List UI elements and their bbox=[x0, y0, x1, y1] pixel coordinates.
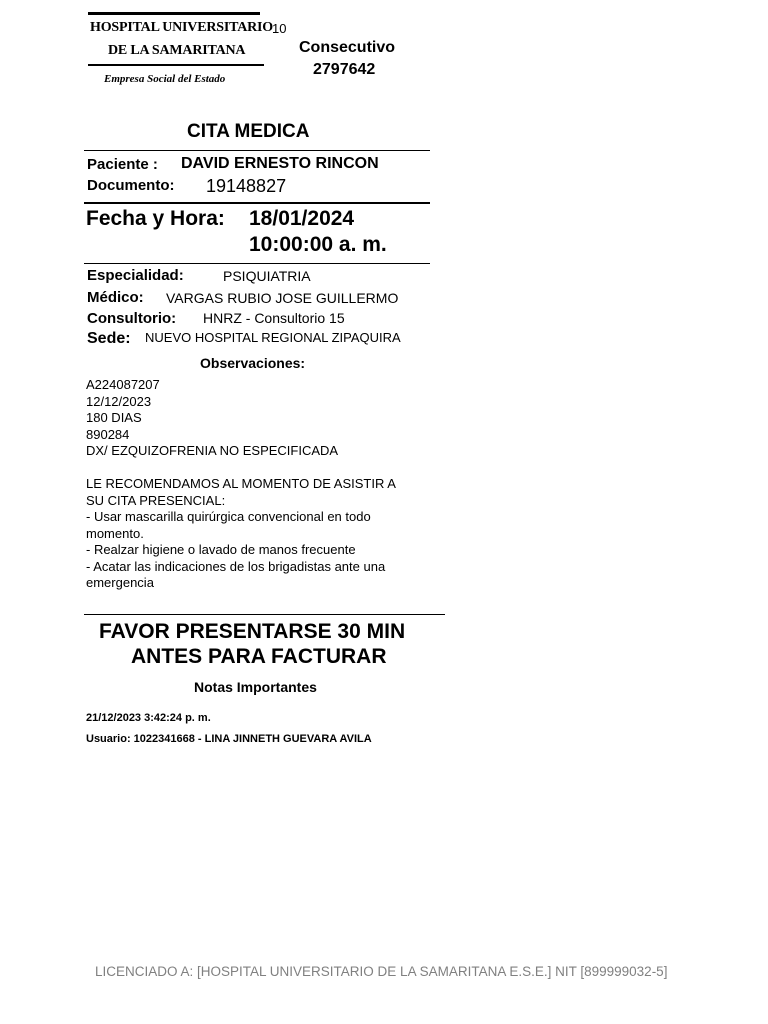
observaciones-label: Observaciones: bbox=[200, 355, 306, 371]
observaciones-line: - Usar mascarilla quirúrgica convencional en todo bbox=[86, 509, 371, 524]
hospital-name-line1: HOSPITAL UNIVERSITARIO bbox=[90, 20, 273, 35]
hora-value: 10:00:00 a. m. bbox=[249, 233, 387, 256]
paciente-value: DAVID ERNESTO RINCON bbox=[181, 155, 379, 172]
paciente-label: Paciente : bbox=[87, 156, 158, 173]
page-number: 10 bbox=[272, 21, 287, 36]
observaciones-line: - Realzar higiene o lavado de manos frecuente bbox=[86, 542, 356, 557]
observaciones-line: momento. bbox=[86, 525, 144, 541]
documento-value: 19148827 bbox=[206, 176, 287, 196]
observaciones-line: 180 DIAS bbox=[86, 410, 142, 425]
sede-value: NUEVO HOSPITAL REGIONAL ZIPAQUIRA bbox=[145, 330, 401, 345]
usuario-line: Usuario: 1022341668 - LINA JINNETH GUEVARA AVILA bbox=[86, 733, 372, 745]
observaciones-line: A224087207 bbox=[86, 377, 160, 392]
hospital-tagline: Empresa Social del Estado bbox=[104, 73, 226, 85]
logo-bottom-rule bbox=[88, 64, 264, 66]
logo-top-rule bbox=[88, 12, 260, 15]
document-title: CITA MEDICA bbox=[187, 121, 310, 142]
observaciones-line: DX/ EZQUIZOFRENIA NO ESPECIFICADA bbox=[86, 443, 339, 458]
print-timestamp: 21/12/2023 3:42:24 p. m. bbox=[86, 712, 211, 724]
medico-label: Médico: bbox=[87, 289, 144, 306]
observaciones-line: SU CITA PRESENCIAL: bbox=[86, 492, 226, 508]
sede-label: Sede: bbox=[87, 330, 131, 347]
observaciones-line: emergencia bbox=[86, 575, 154, 590]
notice-line1: FAVOR PRESENTARSE 30 MIN bbox=[99, 620, 406, 643]
license-footer: LICENCIADO A: [HOSPITAL UNIVERSITARIO DE LA SAMARITANA E.S.E.] NIT [899999032-5] bbox=[95, 964, 668, 979]
medico-value: VARGAS RUBIO JOSE GUILLERMO bbox=[166, 290, 399, 306]
documento-label: Documento: bbox=[87, 177, 175, 194]
especialidad-label: Especialidad: bbox=[87, 267, 184, 284]
notas-importantes-label: Notas Importantes bbox=[194, 679, 317, 695]
especialidad-value: PSIQUIATRIA bbox=[223, 268, 311, 284]
observaciones-line: 890284 bbox=[86, 426, 130, 442]
divider-title bbox=[84, 150, 430, 151]
observaciones-line: 12/12/2023 bbox=[86, 393, 152, 409]
fecha-hora-label: Fecha y Hora: bbox=[86, 207, 225, 230]
consultorio-label: Consultorio: bbox=[87, 310, 177, 327]
divider-appointment bbox=[84, 263, 430, 264]
observaciones-line: LE RECOMENDAMOS AL MOMENTO DE ASISTIR A bbox=[86, 476, 396, 491]
divider-patient bbox=[84, 202, 430, 204]
hospital-name-line2: DE LA SAMARITANA bbox=[108, 43, 246, 58]
observaciones-line bbox=[86, 460, 396, 477]
divider-notice bbox=[84, 614, 445, 615]
consecutivo-value: 2797642 bbox=[313, 61, 376, 78]
consultorio-value: HNRZ - Consultorio 15 bbox=[203, 310, 345, 326]
observaciones-line: - Acatar las indicaciones de los brigadistas ante una bbox=[86, 558, 386, 574]
fecha-value: 18/01/2024 bbox=[249, 207, 355, 230]
notice-line2: ANTES PARA FACTURAR bbox=[131, 645, 387, 668]
consecutivo-label: Consecutivo bbox=[299, 39, 396, 56]
observaciones-text bbox=[86, 377, 396, 592]
